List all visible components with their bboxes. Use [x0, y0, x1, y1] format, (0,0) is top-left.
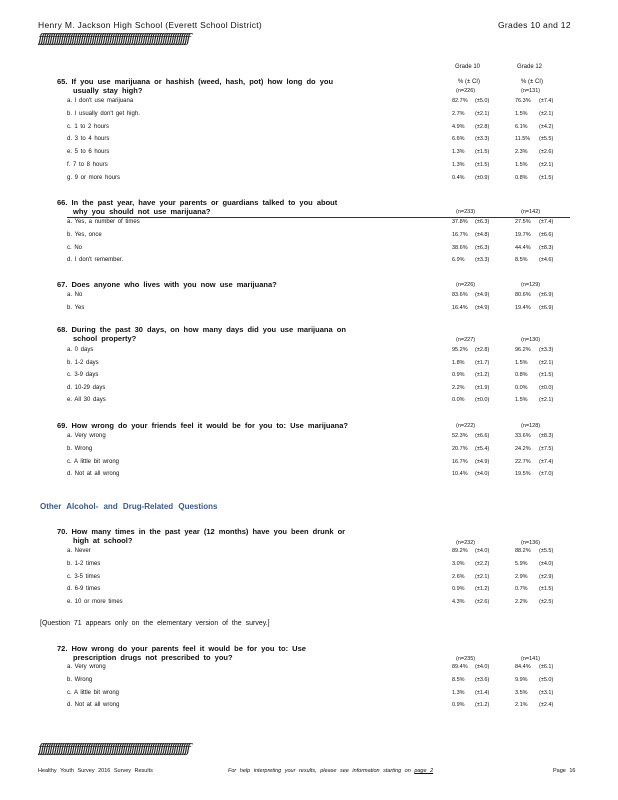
grade10-ci: (±4.8) [475, 231, 490, 238]
option-label: d. 6-9 times [67, 586, 101, 593]
option-label: b. Wrong [67, 676, 93, 683]
grade12-percent: 2.3% [515, 149, 528, 156]
grade10-ci: (±0.9) [475, 174, 490, 181]
grade12-ci: (±5.5) [539, 136, 554, 143]
grade12-ci: (±6.9) [539, 292, 554, 298]
option-label: a. 0 days [67, 347, 94, 353]
option-label: b. Yes, once [67, 231, 102, 238]
grade12-percent: 1.5% [515, 359, 528, 366]
grade12-ci: (±1.5) [539, 174, 554, 181]
page-2-link[interactable]: page 2 [414, 768, 434, 774]
grade12-percent: 24.2% [515, 445, 531, 452]
grade10-percent: 0.9% [452, 372, 465, 378]
option-label: a. I don't use marijuana [67, 98, 134, 104]
grade12-percent: 80.6% [515, 292, 531, 298]
grade12-percent: 19.4% [515, 304, 531, 311]
grade12-percent: 1.5% [515, 397, 528, 403]
grade12-sample-size: (n=142) [521, 209, 541, 215]
grade12-percent: 44.4% [515, 244, 531, 251]
grade10-percent: 1.3% [452, 162, 465, 168]
grade10-percent: 6.9% [452, 257, 465, 264]
grade12-sample-size: (n=129) [521, 282, 541, 288]
grade10-percent: 0.0% [452, 397, 465, 403]
grade10-header: Grade 10 [455, 64, 481, 70]
question-title: 72. How wrong do your parents feel it would be for you to: Use [57, 644, 306, 653]
grade10-percent: 0.4% [452, 174, 465, 181]
grade10-ci: (±1.2) [475, 372, 490, 378]
footer-survey-label: Healthy Youth Survey 2016 Survey Results [38, 768, 153, 774]
grade12-ci: (±8.3) [539, 244, 554, 251]
grade12-ci: (±5.0) [539, 676, 554, 683]
grade12-percent: 84.4% [515, 664, 531, 670]
question-71-note: [Question 71 appears only on the elementary version of the survey.] [40, 620, 270, 627]
grade12-percent: 1.5% [515, 110, 528, 117]
option-label: c. 1 to 2 hours [67, 123, 110, 130]
grade10-ci: (±3.3) [475, 136, 490, 143]
grade12-percent: 33.6% [515, 433, 531, 439]
grade12-ci: (±4.6) [539, 257, 554, 264]
option-label: g. 9 or more hours [67, 174, 121, 181]
grade10-percent: 37.8% [452, 219, 468, 225]
question-title: 70. How many times in the past year (12 months) have you been drunk or [57, 527, 346, 536]
grade12-percent: 0.8% [515, 174, 528, 181]
grade12-ci: (±7.4) [539, 98, 554, 104]
grade10-ci: (±1.5) [475, 149, 490, 156]
grade12-percent: 2.9% [515, 573, 528, 580]
option-label: c. 3-5 times [67, 573, 101, 580]
grade10-ci: (±4.9) [475, 292, 490, 298]
grade12-percent: 27.5% [515, 219, 531, 225]
school-name: Henry M. Jackson High School (Everett School District) [38, 20, 263, 30]
grade10-ci: (±1.4) [475, 689, 490, 696]
option-label: d. Not at all wrong [67, 471, 120, 478]
grade12-ci: (±6.1) [539, 664, 554, 670]
grade12-ci: (±4.0) [539, 560, 554, 567]
option-label: a. No [67, 292, 83, 298]
grade10-percent: 16.7% [452, 231, 468, 238]
grade10-ci: (±2.8) [475, 123, 490, 130]
grade12-ci: (±7.5) [539, 445, 554, 452]
option-label: a. Never [67, 548, 91, 554]
grade10-percent: 8.5% [452, 676, 465, 683]
grade10-ci: (±6.3) [475, 219, 490, 225]
option-label: d. I don't remember. [67, 257, 124, 264]
grade10-ci: (±4.9) [475, 304, 490, 311]
grade12-sample-size: (n=128) [521, 423, 541, 429]
grade12-percent: 0.0% [515, 384, 528, 391]
grade10-pct-header: % (± CI) [458, 79, 480, 85]
option-label: d. Not at all wrong [67, 702, 120, 709]
grade12-percent: 22.7% [515, 458, 531, 465]
option-label: e. 10 or more times [67, 599, 123, 606]
question-title: school property? [73, 334, 137, 343]
grade10-percent: 16.4% [452, 304, 468, 311]
grade10-percent: 52.3% [452, 433, 468, 439]
section-title: Other Alcohol- and Drug-Related Questions [40, 502, 218, 511]
grade12-ci: (±2.9) [539, 573, 554, 580]
grade10-percent: 1.3% [452, 149, 465, 156]
grade12-percent: 0.8% [515, 372, 528, 378]
grade12-ci: (±2.5) [539, 599, 554, 606]
grade12-ci: (±4.2) [539, 123, 554, 130]
grade12-sample-size: (n=130) [521, 337, 541, 343]
grade10-percent: 2.6% [452, 573, 465, 580]
option-label: a. Very wrong [67, 433, 106, 439]
grade10-percent: 10.4% [452, 471, 468, 478]
grades-label: Grades 10 and 12 [498, 20, 571, 30]
grade12-ci: (±3.1) [539, 689, 554, 696]
grade12-percent: 96.2% [515, 347, 531, 353]
grade12-percent: 76.3% [515, 98, 531, 104]
grade10-percent: 82.7% [452, 98, 468, 104]
grade12-pct-header: % (± CI) [521, 79, 543, 85]
option-label: c. No [67, 244, 83, 251]
grade12-ci: (±6.9) [539, 304, 554, 311]
grade10-ci: (±2.8) [475, 347, 490, 353]
grade10-percent: 16.7% [452, 458, 468, 465]
grade10-sample-size: (n=232) [456, 540, 476, 546]
grade10-percent: 89.4% [452, 664, 468, 670]
grade12-sample-size: (n=131) [521, 88, 541, 94]
grade10-percent: 4.3% [452, 599, 465, 606]
grade12-ci: (±7.4) [539, 458, 554, 465]
footer-page-number: Page 16 [553, 768, 576, 774]
grade10-ci: (±6.6) [475, 433, 490, 439]
grade12-percent: 9.9% [515, 676, 528, 683]
question-title: high at school? [73, 536, 133, 545]
grade12-ci: (±6.6) [539, 231, 554, 238]
grade12-ci: (±2.4) [539, 702, 554, 709]
grade12-percent: 88.2% [515, 548, 531, 554]
option-label: b. Wrong [67, 445, 93, 452]
question-title: prescription drugs not prescribed to you? [73, 653, 233, 662]
option-label: b. I usually don't get high. [67, 110, 140, 117]
grade12-sample-size: (n=136) [521, 540, 541, 546]
grade10-ci: (±4.0) [475, 664, 490, 670]
grade12-sample-size: (n=141) [521, 656, 541, 662]
grade12-header: Grade 12 [517, 64, 543, 70]
grade10-ci: (±0.0) [475, 397, 490, 403]
grade12-ci: (±1.5) [539, 586, 554, 593]
grade10-ci: (±4.0) [475, 548, 490, 554]
grade12-percent: 2.1% [515, 702, 528, 709]
grade12-ci: (±2.1) [539, 359, 554, 366]
grade12-ci: (±2.6) [539, 149, 554, 156]
grade10-ci: (±1.5) [475, 162, 490, 168]
option-label: d. 10-29 days [67, 384, 106, 391]
divider [67, 217, 570, 218]
grade10-percent: 1.3% [452, 689, 465, 696]
grade12-percent: 6.1% [515, 123, 528, 130]
option-label: e. All 30 days [67, 397, 106, 403]
grade10-sample-size: (n=227) [456, 337, 476, 343]
grade12-percent: 19.7% [515, 231, 531, 238]
grade12-ci: (±0.0) [539, 384, 554, 391]
grade10-sample-size: (n=233) [456, 209, 476, 215]
bottom-ornament-line: ƒƒƒƒƒƒƒƒƒƒƒƒƒƒƒƒƒƒƒƒƒƒƒƒƒƒƒƒƒƒƒƒƒƒƒƒƒƒƒƒƒƒƒƒƒƒƒƒƒƒƒƒƒƒƒƒƒƒƒƒƒƒƒƒƒƒƒƒ [38, 742, 189, 757]
grade10-sample-size: (n=226) [456, 88, 476, 94]
grade10-percent: 3.0% [452, 560, 465, 567]
grade10-percent: 20.7% [452, 445, 468, 452]
option-label: b. Yes [67, 304, 85, 311]
grade12-percent: 2.2% [515, 599, 528, 606]
grade12-percent: 11.5% [515, 136, 531, 143]
grade10-ci: (±1.2) [475, 702, 490, 709]
grade10-percent: 83.6% [452, 292, 468, 298]
option-label: c. 3-9 days [67, 372, 99, 378]
option-label: f. 7 to 8 hours [67, 162, 108, 168]
top-ornament-line: ƒƒƒƒƒƒƒƒƒƒƒƒƒƒƒƒƒƒƒƒƒƒƒƒƒƒƒƒƒƒƒƒƒƒƒƒƒƒƒƒƒƒƒƒƒƒƒƒƒƒƒƒƒƒƒƒƒƒƒƒƒƒƒƒƒƒƒƒ [38, 32, 189, 47]
grade12-ci: (±2.1) [539, 397, 554, 403]
grade10-percent: 38.6% [452, 244, 468, 251]
grade10-ci: (±2.6) [475, 599, 490, 606]
grade10-ci: (±3.3) [475, 257, 490, 264]
option-label: b. 1-2 times [67, 560, 101, 567]
grade10-percent: 0.9% [452, 586, 465, 593]
grade10-ci: (±3.6) [475, 676, 490, 683]
question-title: usually stay high? [73, 86, 143, 95]
grade10-ci: (±2.1) [475, 110, 490, 117]
grade12-ci: (±2.1) [539, 162, 554, 168]
grade12-percent: 3.5% [515, 689, 528, 696]
grade10-sample-size: (n=235) [456, 656, 476, 662]
grade10-percent: 89.2% [452, 548, 468, 554]
grade10-ci: (±6.3) [475, 244, 490, 251]
grade10-percent: 2.2% [452, 384, 465, 391]
grade10-ci: (±4.0) [475, 471, 490, 478]
grade10-sample-size: (n=222) [456, 423, 476, 429]
grade12-percent: 19.5% [515, 471, 531, 478]
grade10-sample-size: (n=226) [456, 282, 476, 288]
option-label: c. A little bit wrong [67, 689, 120, 696]
grade12-ci: (±1.5) [539, 372, 554, 378]
grade10-ci: (±5.0) [475, 98, 490, 104]
grade10-percent: 4.9% [452, 123, 465, 130]
grade10-percent: 2.7% [452, 110, 465, 117]
grade10-percent: 1.8% [452, 359, 465, 366]
grade12-percent: 8.5% [515, 257, 528, 264]
option-label: d. 3 to 4 hours [67, 136, 110, 143]
grade12-ci: (±5.5) [539, 548, 554, 554]
grade10-ci: (±4.9) [475, 458, 490, 465]
grade10-percent: 0.9% [452, 702, 465, 709]
grade12-ci: (±2.1) [539, 110, 554, 117]
question-title: 65. If you use marijuana or hashish (weed, hash, pot) how long do you [57, 77, 334, 86]
footer-help-text [228, 768, 433, 774]
option-label: c. A little bit wrong [67, 458, 120, 465]
grade10-percent: 95.2% [452, 347, 468, 353]
grade12-ci: (±7.4) [539, 219, 554, 225]
grade12-ci: (±3.3) [539, 347, 554, 353]
question-title: why you should not use marijuana? [73, 207, 211, 216]
footer-help-prefix: For help interpreting your results, please see information starting on [228, 768, 415, 774]
question-title: 69. How wrong do your friends feel it would be for you to: Use marijuana? [57, 421, 348, 430]
question-title: 67. Does anyone who lives with you now use marijuana? [57, 280, 277, 289]
grade12-percent: 5.9% [515, 560, 528, 567]
grade12-ci: (±8.3) [539, 433, 554, 439]
question-title: 68. During the past 30 days, on how many days did you use marijuana on [57, 325, 346, 334]
grade12-percent: 0.7% [515, 586, 528, 593]
grade10-percent: 6.6% [452, 136, 465, 143]
option-label: a. Yes, a number of times [67, 219, 140, 225]
question-title: 66. In the past year, have your parents or guardians talked to you about [57, 198, 338, 207]
option-label: e. 5 to 6 hours [67, 149, 110, 156]
grade10-ci: (±1.9) [475, 384, 490, 391]
grade10-ci: (±2.1) [475, 573, 490, 580]
grade12-ci: (±7.0) [539, 471, 554, 478]
grade10-ci: (±1.2) [475, 586, 490, 593]
grade10-ci: (±2.2) [475, 560, 490, 567]
grade10-ci: (±1.7) [475, 359, 490, 366]
option-label: b. 1-2 days [67, 359, 99, 366]
grade10-ci: (±5.4) [475, 445, 490, 452]
grade12-percent: 1.5% [515, 162, 528, 168]
option-label: a. Very wrong [67, 664, 106, 670]
